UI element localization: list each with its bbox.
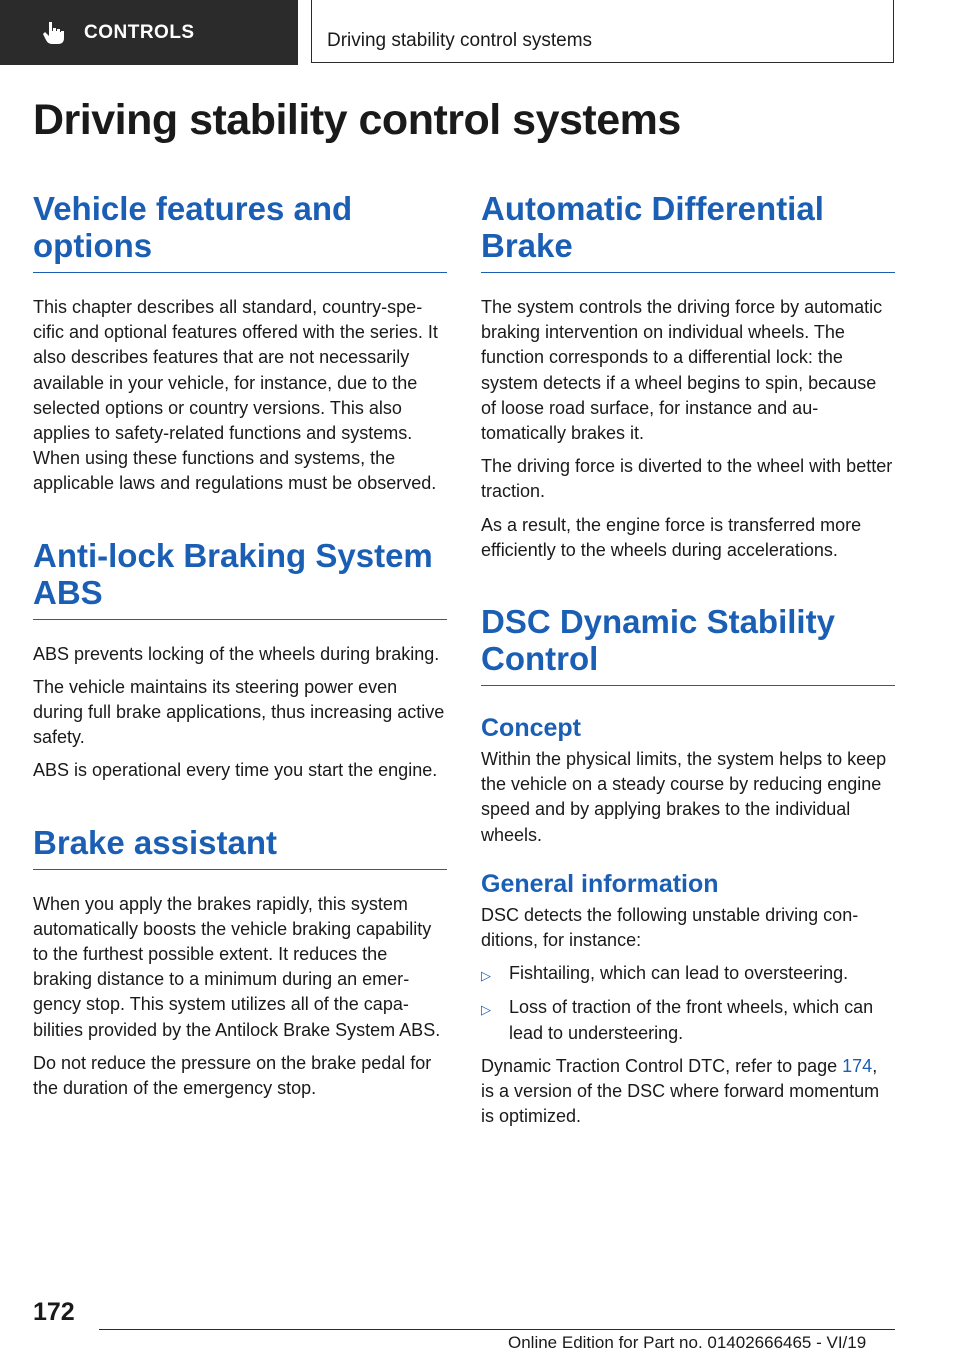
vehicle-features-heading: Vehicle features and options (33, 190, 447, 273)
section-label: CONTROLS (84, 21, 195, 43)
brake-assistant-heading: Brake assistant (33, 824, 447, 870)
page-header-title: Driving stability control systems (327, 30, 593, 51)
hand-pointer-icon (40, 20, 66, 46)
adb-heading: Automatic Differential Brake (481, 190, 895, 273)
page-number: 172 (33, 1298, 75, 1326)
list-item-text: Fishtailing, which can lead to oversteering. (509, 963, 849, 984)
page-header (311, 0, 894, 63)
brake-assistant-text-2: Do not reduce the pressure on the brake pedal for the duration of the emergency stop. (33, 1052, 432, 1099)
list-item (481, 995, 895, 1045)
dsc-section (481, 603, 895, 1129)
triangle-bullet-icon: ▷ (481, 968, 491, 984)
abs-section (33, 537, 447, 784)
concept-heading: Concept (481, 714, 581, 743)
section-tab (0, 0, 298, 65)
adb-text-3: As a result, the engine force is transferred more efficiently to the wheels during accelerations. (481, 514, 862, 560)
adb-text-1: The system controls the driving force by automatic braking intervention on individual wheels. The function corresponds to a differential lock: the system detects if a wheel begins to spin, because of loose road surface, for instance and automatically brakes it. (481, 297, 883, 444)
general-info-text: DSC detects the following unstable driving conditions, for instance: (481, 904, 859, 951)
dsc-heading: DSC Dynamic Stability Control (481, 603, 895, 686)
right-column (481, 190, 895, 1151)
general-info-subsection (481, 870, 895, 1130)
dtc-reference-text (481, 1054, 895, 1130)
dtc-text-before: Dynamic Traction Control DTC, refer to page (481, 1055, 843, 1076)
condition-list (481, 961, 895, 1046)
vehicle-features-text: This chapter describes all standard, country-specific and optional features offered with the series. It also describes features that are not necessarily available in your vehicle, for instance, due to the selected options or country versions. This also applies to safety-related functions and systems. When using these functions and systems, the applicable laws and regulations must be observed. (33, 297, 438, 494)
abs-text-3: ABS is operational every time you start the engine. (33, 760, 438, 781)
concept-subsection (481, 714, 895, 848)
abs-text-2: The vehicle maintains its steering power even during full brake applications, thus increasing active safety. (33, 676, 445, 748)
edition-footer: Online Edition for Part no. 01402666465 - VI/19 (508, 1333, 867, 1352)
vehicle-features-section (33, 190, 447, 497)
list-item-text: Loss of traction of the front wheels, which can lead to understeering. (509, 997, 874, 1043)
left-column (33, 190, 447, 1123)
triangle-bullet-icon: ▷ (481, 1002, 491, 1018)
abs-text-1: ABS prevents locking of the wheels during braking. (33, 643, 440, 664)
adb-text-2: The driving force is diverted to the wheel with better traction. (481, 456, 893, 502)
dtc-text-after: , is a version of the DSC where forward momentum is optimized. (481, 1055, 880, 1127)
concept-text: Within the physical limits, the system helps to keep the vehicle on a steady course by reducing engine speed and by applying brakes to the individual wheels. (481, 749, 887, 845)
page-title: Driving stability control systems (33, 96, 681, 144)
general-info-heading: General information (481, 869, 719, 898)
list-item (481, 961, 895, 988)
page-174-link[interactable]: 174 (842, 1055, 873, 1076)
brake-assistant-section (33, 824, 447, 1102)
adb-section (481, 190, 895, 563)
abs-heading: Anti-lock Braking System ABS (33, 537, 447, 620)
brake-assistant-text-1: When you apply the brakes rapidly, this system automatically boosts the vehicle braking capability to the furthest possible extent. It reduces the braking distance to a minimum during an emergency stop. This system utilizes all of the capabilities provided by the Antilock Brake System ABS. (33, 893, 441, 1040)
footer-divider (99, 1329, 895, 1330)
